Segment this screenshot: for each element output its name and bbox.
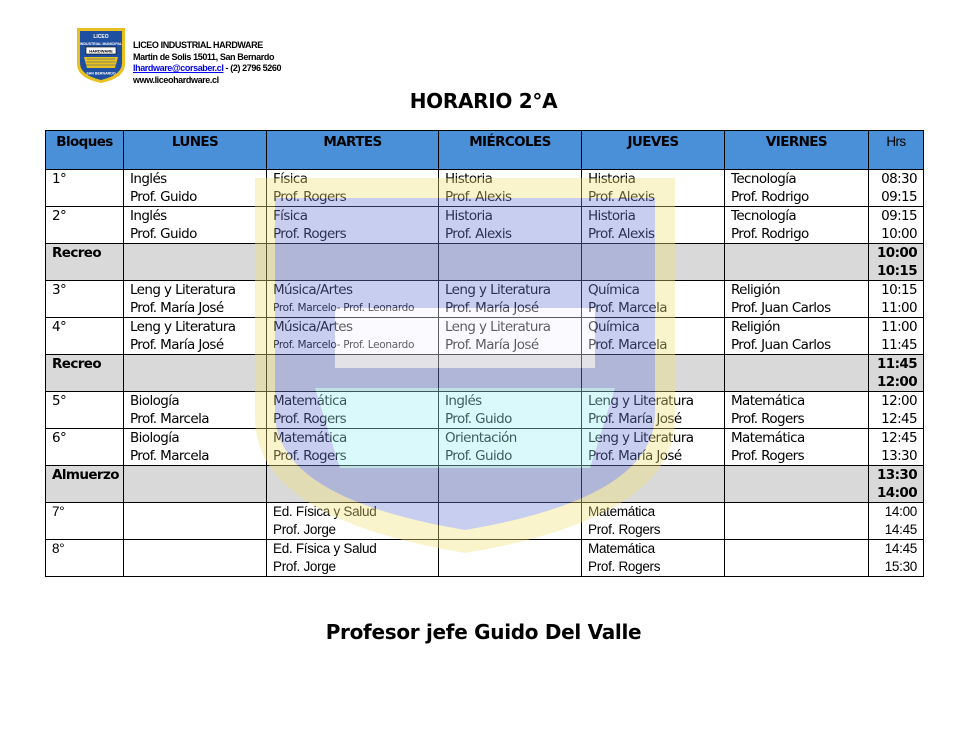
school-info xyxy=(133,40,281,86)
class-cell xyxy=(267,170,439,207)
column-header-hrs: Hrs xyxy=(869,131,924,170)
class-cell xyxy=(439,207,582,244)
teacher-label: Prof. Rogers xyxy=(273,448,347,464)
teacher-label: Prof. Marcela xyxy=(588,337,667,353)
class-cell xyxy=(124,244,267,281)
class-cell xyxy=(267,540,439,577)
class-cell xyxy=(439,170,582,207)
break-row xyxy=(46,244,924,281)
block-cell: 7° xyxy=(46,503,124,540)
column-header-jueves: JUEVES xyxy=(582,131,725,170)
block-cell: 3° xyxy=(46,281,124,318)
svg-text:SAN BERNARDO: SAN BERNARDO xyxy=(86,71,116,76)
teacher-label: Prof. Guido xyxy=(445,448,512,464)
class-cell xyxy=(582,355,725,392)
subject-label: Leng y Literatura xyxy=(588,430,694,446)
subject-label: Historia xyxy=(588,208,636,224)
teacher-label: Prof. Rogers xyxy=(731,411,805,427)
class-cell xyxy=(582,281,725,318)
column-header-bloques: Bloques xyxy=(46,131,124,170)
class-cell xyxy=(725,318,869,355)
class-cell xyxy=(725,503,869,540)
class-cell xyxy=(124,281,267,318)
end-time: 12:45 xyxy=(881,411,917,427)
teacher-label: Prof. Marcelo- Prof. Leonardo xyxy=(273,302,415,314)
subject-label: Física xyxy=(273,171,308,187)
svg-text:LICEO: LICEO xyxy=(93,34,109,40)
class-cell xyxy=(124,540,267,577)
table-row xyxy=(46,318,924,355)
subject-label: Biología xyxy=(130,393,180,409)
teacher-label: Prof. Marcela xyxy=(130,448,209,464)
teacher-label: Prof. Alexis xyxy=(445,189,512,205)
subject-label: Física xyxy=(273,208,308,224)
class-cell xyxy=(267,392,439,429)
break-row xyxy=(46,466,924,503)
class-cell xyxy=(439,318,582,355)
class-cell xyxy=(124,170,267,207)
block-cell: Recreo xyxy=(46,355,124,392)
school-logo-icon xyxy=(74,26,128,84)
subject-label: Química xyxy=(588,319,640,335)
class-cell xyxy=(267,429,439,466)
class-cell xyxy=(725,355,869,392)
class-cell xyxy=(124,466,267,503)
subject-label: Matemática xyxy=(588,541,655,556)
subject-label: Música/Artes xyxy=(273,282,353,298)
start-time: 11:45 xyxy=(877,356,917,372)
page-title: HORARIO 2°A xyxy=(409,89,558,113)
class-cell xyxy=(725,207,869,244)
subject-label: Inglés xyxy=(445,393,482,409)
teacher-label: Prof. Rogers xyxy=(273,189,347,205)
block-cell: Almuerzo xyxy=(46,466,124,503)
teacher-label: Prof. Alexis xyxy=(588,189,655,205)
class-cell xyxy=(439,244,582,281)
teacher-label: Prof. Alexis xyxy=(588,226,655,242)
subject-label: Religión xyxy=(731,319,780,335)
class-cell xyxy=(124,207,267,244)
teacher-label: Prof. Rogers xyxy=(588,559,661,574)
class-cell xyxy=(439,503,582,540)
class-cell xyxy=(439,281,582,318)
start-time: 10:15 xyxy=(881,282,917,298)
subject-label: Matemática xyxy=(273,393,347,409)
end-time: 10:00 xyxy=(881,226,917,242)
start-time: 11:00 xyxy=(881,319,917,335)
teacher-label: Prof. Jorge xyxy=(273,559,336,574)
class-cell xyxy=(725,466,869,503)
class-cell xyxy=(439,392,582,429)
class-cell xyxy=(439,429,582,466)
block-cell: 6° xyxy=(46,429,124,466)
teacher-label: Prof. Alexis xyxy=(445,226,512,242)
break-row xyxy=(46,355,924,392)
hours-cell xyxy=(869,392,924,429)
start-time: 12:45 xyxy=(881,430,917,446)
teacher-label: Prof. Guido xyxy=(445,411,512,427)
block-cell: 4° xyxy=(46,318,124,355)
end-time: 10:15 xyxy=(877,263,917,279)
table-row xyxy=(46,207,924,244)
subject-label: Ed. Física y Salud xyxy=(273,504,377,519)
email-link[interactable]: lhardware@corsaber.cl xyxy=(133,63,224,73)
block-cell: 8° xyxy=(46,540,124,577)
class-cell xyxy=(725,392,869,429)
teacher-label: Prof. María José xyxy=(445,300,539,316)
subject-label: Matemática xyxy=(731,393,805,409)
teacher-label: Prof. María José xyxy=(130,300,224,316)
table-row xyxy=(46,429,924,466)
column-header-martes: MARTES xyxy=(267,131,439,170)
table-row xyxy=(46,540,924,577)
column-header-lunes: LUNES xyxy=(124,131,267,170)
subject-label: Leng y Literatura xyxy=(445,319,551,335)
svg-text:INDUSTRIAL MUNICIPAL: INDUSTRIAL MUNICIPAL xyxy=(79,42,123,46)
teacher-label: Prof. Marcela xyxy=(130,411,209,427)
hours-cell xyxy=(869,244,924,281)
start-time: 13:30 xyxy=(877,467,917,483)
schedule-table xyxy=(45,130,924,577)
block-cell: 2° xyxy=(46,207,124,244)
subject-label: Religión xyxy=(731,282,780,298)
hours-cell xyxy=(869,540,924,577)
end-time: 11:00 xyxy=(881,300,917,316)
class-cell xyxy=(267,503,439,540)
subject-label: Leng y Literatura xyxy=(130,319,236,335)
hours-cell xyxy=(869,281,924,318)
class-cell xyxy=(725,429,869,466)
teacher-label: Prof. María José xyxy=(588,448,682,464)
class-cell xyxy=(582,466,725,503)
subject-label: Leng y Literatura xyxy=(130,282,236,298)
phone-number: - (2) 2796 5260 xyxy=(223,63,282,73)
hours-cell xyxy=(869,207,924,244)
teacher-label: Prof. Rogers xyxy=(273,226,347,242)
subject-label: Tecnología xyxy=(731,208,797,224)
subject-label: Orientación xyxy=(445,430,517,446)
class-cell xyxy=(267,207,439,244)
subject-label: Biología xyxy=(130,430,180,446)
class-cell xyxy=(725,170,869,207)
class-cell xyxy=(582,429,725,466)
class-cell xyxy=(582,392,725,429)
subject-label: Música/Artes xyxy=(273,319,353,335)
school-website: www.liceohardware.cl xyxy=(133,74,219,85)
column-header-miercoles: MIÉRCOLES xyxy=(439,131,582,170)
class-cell xyxy=(267,355,439,392)
class-cell xyxy=(582,540,725,577)
subject-label: Matemática xyxy=(588,504,655,519)
table-row xyxy=(46,281,924,318)
hours-cell xyxy=(869,318,924,355)
block-cell: 5° xyxy=(46,392,124,429)
hours-cell xyxy=(869,429,924,466)
end-time: 13:30 xyxy=(881,448,917,464)
class-cell xyxy=(439,355,582,392)
class-cell xyxy=(582,318,725,355)
table-row xyxy=(46,392,924,429)
hours-cell xyxy=(869,170,924,207)
end-time: 11:45 xyxy=(881,337,917,353)
table-row xyxy=(46,170,924,207)
subject-label: Historia xyxy=(445,171,493,187)
table-header-row xyxy=(46,131,924,170)
class-cell xyxy=(267,281,439,318)
class-cell xyxy=(124,392,267,429)
teacher-label: Prof. Rodrigo xyxy=(731,189,809,205)
end-time: 09:15 xyxy=(881,189,917,205)
class-cell xyxy=(582,207,725,244)
class-cell xyxy=(582,503,725,540)
start-time: 14:45 xyxy=(884,541,917,556)
teacher-label: Prof. Marcela xyxy=(588,300,667,316)
start-time: 14:00 xyxy=(884,504,917,519)
end-time: 12:00 xyxy=(877,374,917,390)
head-teacher: Profesor jefe Guido Del Valle xyxy=(325,620,642,644)
hours-cell xyxy=(869,466,924,503)
teacher-label: Prof. Guido xyxy=(130,189,197,205)
block-cell: 1° xyxy=(46,170,124,207)
class-cell xyxy=(582,244,725,281)
class-cell xyxy=(267,318,439,355)
class-cell xyxy=(725,244,869,281)
subject-label: Ed. Física y Salud xyxy=(273,541,377,556)
subject-label: Matemática xyxy=(731,430,805,446)
hours-cell xyxy=(869,355,924,392)
teacher-label: Prof. Jorge xyxy=(273,522,336,537)
teacher-label: Prof. Rodrigo xyxy=(731,226,809,242)
class-cell xyxy=(725,540,869,577)
start-time: 12:00 xyxy=(881,393,917,409)
subject-label: Inglés xyxy=(130,171,167,187)
block-cell: Recreo xyxy=(46,244,124,281)
start-time: 08:30 xyxy=(881,171,917,187)
teacher-label: Prof. Rogers xyxy=(588,522,661,537)
teacher-label: Prof. María José xyxy=(130,337,224,353)
school-contact xyxy=(133,63,281,75)
hours-cell xyxy=(869,503,924,540)
teacher-label: Prof. Juan Carlos xyxy=(731,300,831,316)
class-cell xyxy=(124,503,267,540)
start-time: 10:00 xyxy=(877,245,917,261)
subject-label: Química xyxy=(588,282,640,298)
class-cell xyxy=(267,466,439,503)
column-header-viernes: VIERNES xyxy=(725,131,869,170)
subject-label: Tecnología xyxy=(731,171,797,187)
class-cell xyxy=(267,244,439,281)
teacher-label: Prof. Guido xyxy=(130,226,197,242)
subject-label: Historia xyxy=(588,171,636,187)
teacher-label: Prof. Marcelo- Prof. Leonardo xyxy=(273,339,415,351)
subject-label: Matemática xyxy=(273,430,347,446)
school-address: Martin de Solis 15011, San Bernardo xyxy=(133,51,275,62)
class-cell xyxy=(124,355,267,392)
teacher-label: Prof. Rogers xyxy=(731,448,805,464)
class-cell xyxy=(439,466,582,503)
subject-label: Historia xyxy=(445,208,493,224)
class-cell xyxy=(124,429,267,466)
end-time: 15:30 xyxy=(884,559,917,574)
end-time: 14:45 xyxy=(884,522,917,537)
subject-label: Leng y Literatura xyxy=(588,393,694,409)
school-name: LICEO INDUSTRIAL HARDWARE xyxy=(133,40,263,50)
subject-label: Leng y Literatura xyxy=(445,282,551,298)
end-time: 14:00 xyxy=(877,485,917,501)
class-cell xyxy=(439,540,582,577)
teacher-label: Prof. Juan Carlos xyxy=(731,337,831,353)
teacher-label: Prof. María José xyxy=(445,337,539,353)
teacher-label: Prof. Rogers xyxy=(273,411,347,427)
subject-label: Inglés xyxy=(130,208,167,224)
svg-text:HARDWARE: HARDWARE xyxy=(89,48,113,54)
table-row xyxy=(46,503,924,540)
class-cell xyxy=(582,170,725,207)
class-cell xyxy=(124,318,267,355)
class-cell xyxy=(725,281,869,318)
start-time: 09:15 xyxy=(881,208,917,224)
teacher-label: Prof. María José xyxy=(588,411,682,427)
